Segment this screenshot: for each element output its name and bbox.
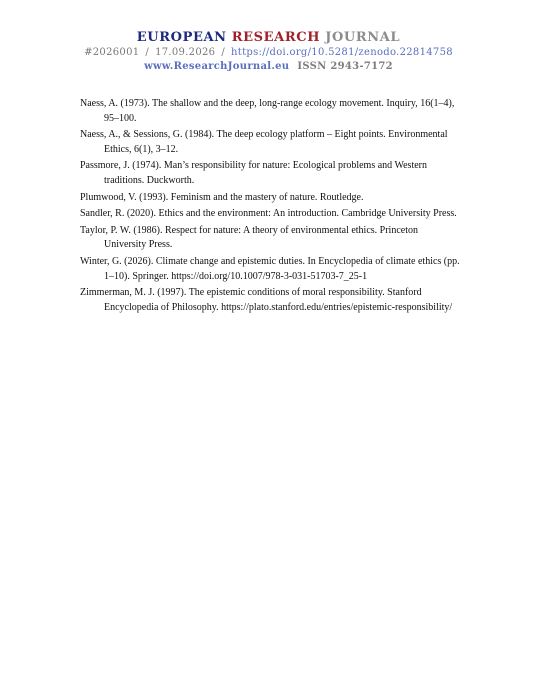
site-line [0, 60, 537, 74]
issn: ISSN 2943-7172 [297, 61, 393, 72]
journal-title [0, 30, 537, 46]
reference-item: Naess, A., & Sessions, G. (1984). The deep ecology platform – Eight points. Environmental Ethics, 6(1), 3–12. [80, 129, 448, 155]
reference-item: Plumwood, V. (1993). Feminism and the mastery of nature. Routledge. [80, 191, 364, 203]
journal-header [0, 30, 537, 74]
publication-date: 17.09.2026 [155, 47, 216, 58]
reference-item: Passmore, J. (1974). Man’s responsibility for nature: Ecological problems and Western traditions. Duckworth. [80, 160, 427, 186]
reference-list [80, 97, 460, 317]
meta-separator: / [145, 47, 150, 58]
journal-title-research: RESEARCH [231, 30, 321, 45]
article-meta-line [0, 46, 537, 60]
doi-link[interactable]: https://doi.org/10.5281/zenodo.22814758 [231, 47, 453, 58]
reference-item: Winter, G. (2026). Climate change and epistemic duties. In Encyclopedia of climate ethics (pp. 1–10). Springer. https://doi.org/10.1007/978-3-031-51703-7_25-1 [80, 255, 460, 282]
website-link[interactable]: www.ResearchJournal.eu [144, 61, 290, 72]
journal-title-european: EUROPEAN [136, 30, 227, 45]
journal-title-journal: JOURNAL [325, 30, 401, 45]
reference-item: Naess, A. (1973). The shallow and the deep, long-range ecology movement. Inquiry, 16(1–4), 95–100. [80, 98, 455, 124]
reference-item: Zimmerman, M. J. (1997). The epistemic conditions of moral responsibility. Stanford Encyclopedia of Philosophy. https://plato.stanford.edu/entries/epistemic-responsibility/ [80, 287, 453, 313]
article-id: #2026001 [84, 47, 140, 58]
meta-separator: / [221, 47, 226, 58]
reference-item: Taylor, P. W. (1986). Respect for nature: A theory of environmental ethics. Princeton University Press. [80, 224, 418, 251]
reference-item: Sandler, R. (2020). Ethics and the environment: An introduction. Cambridge University Press. [80, 208, 457, 220]
